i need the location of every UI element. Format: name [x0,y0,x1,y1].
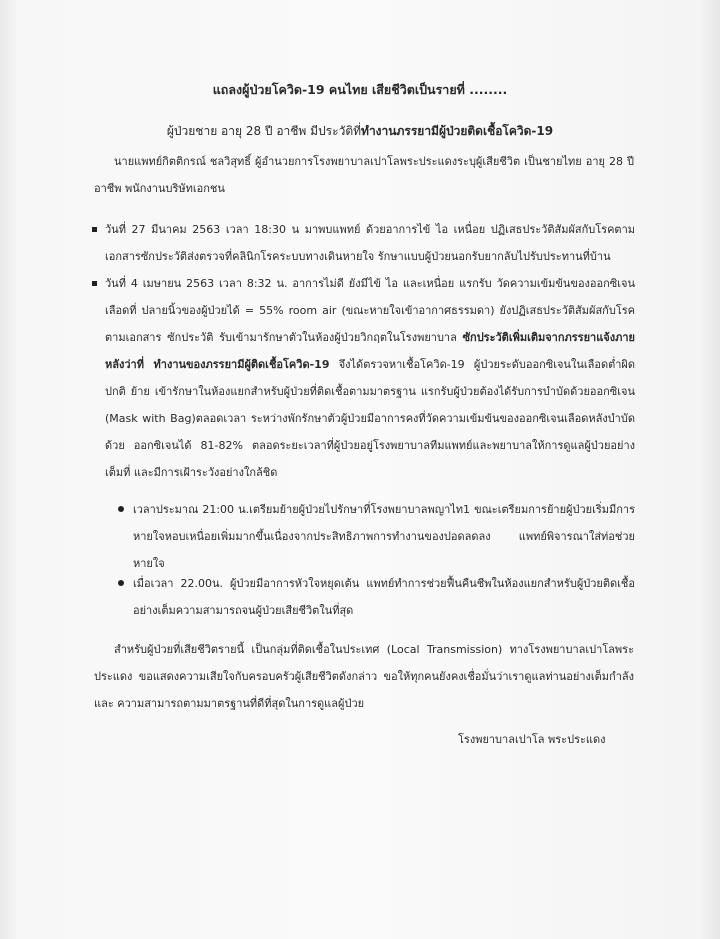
subtitle-bold: ทำงานภรรยามีผู้ป่วยติดเชื้อโควิด-19 [361,124,554,138]
document-title: แถลงผู้ป่วยโควิด-19 คนไทย เสียชีวิตเป็นรายที่ ........ [212,82,508,97]
bullet-marker [92,227,97,232]
bullet-2-text-b: จึงได้ตรวจหาเชื้อโควิด-19 ผู้ป่วยระดับออกซิเจนในเลือดต่ำผิดปกติ ย้าย เข้ารักษาในห้องแยกสำหรับผู้ป่วยที่ติดเชื้อตามมาตรฐาน แรกรับผู้ป่วยต้องได้รับการบำบัดด้วยออกซิเจน (Mask with Bag)ตลอดเวลา ระหว่างพักรักษาตัวผู้ป่วยมีอาการคงที่วัดความเข้มข้นของออกซิเจนเลือดหลังบำบัดด้วย ออกซิเจนได้ 81-82% ตลอดระยะเวลาที่ผู้ป่วยอยู่โรงพยาบาลทีมแพทย์และพยาบาลให้การดูแลผู้ป่วยอย่างเต็มที่ และมีการเฝ้าระวังอย่างใกล้ชิด [105,358,635,479]
sub-bullet-marker [118,580,124,586]
bullet-2-bold: ซักประวัติเพิ่มเติมจากภรรยาแจ้งภายหลังว่าที่ ทำงานของภรรยามีผู้ติดเชื้อโควิด-19 [105,331,635,371]
closing-paragraph: สำหรับผู้ป่วยที่เสียชีวิตรายนี้ เป็นกลุ่มที่ติดเชื้อในประเทศ (Local Transmission) ทางโรงพยาบาลเปาโลพระ ประแดง ขอแสดงความเสียใจกับครอบครัวผู้เสียชีวิตดังกล่าว ขอให้ทุกคนยังคงเชื่อมั่นว่าเราดูแลท่านอย่างเต็มกำลังและ ความสามารถตามมาตรฐานที่ดีที่สุดในการดูแลผู้ป่วย [94,643,634,710]
document-subtitle [0,122,720,141]
sub-bullet-item-1: เวลาประมาณ 21:00 น.เตรียมย้ายผู้ป่วยไปรักษาที่โรงพยาบาลพญาไท1 ขณะเตรียมการย้ายผู้ป่วยเริ่มมีการ หายใจหอบเหนื่อยเพิ่มมากขึ้นเนื่องจากประสิทธิภาพการทำงานของปอดลดลง แพทย์พิจารณาใส่ท่อช่วย หายใจ [133,503,635,570]
bullet-2-text-a: วันที่ 4 เมษายน 2563 เวลา 8:32 น. อาการไม่ดี ยังมีไข้ ไอ และเหนื่อย แรกรับ วัดความเข้มข้นของออกซิเจนเลือดที่ ปลายนิ้วของผู้ป่วยได้ = 55% room air (ขณะหายใจเข้าอากาศธรรมดา) ยังปฏิเสธประวัติสัมผัสกับโรคตามเอกสาร ซักประวัติ รับเข้ามารักษาตัวในห้องผู้ป่วยวิกฤตในโรงพยาบาล [105,277,635,344]
bullet-item-1: วันที่ 27 มีนาคม 2563 เวลา 18:30 น มาพบแพทย์ ด้วยอาการไข้ ไอ เหนื่อย ปฏิเสธประวัติสัมผัสกับโรคตาม เอกสารซักประวัติส่งตรวจที่คลินิกโรคระบบทางเดินหายใจ รักษาแบบผู้ป่วยนอกรับยากลับไปรับประทานที่บ้าน [105,223,635,263]
sub-bullet-marker [118,506,124,512]
bullet-item-2 [105,270,635,486]
intro-paragraph: นายแพทย์กิตติกรณ์ ชลวิสุทธิ์ ผู้อำนวยการโรงพยาบาลเปาโลพระประแดงระบุผู้เสียชีวิต เป็นชายไทย อายุ 28 ปี อาชีพ พนักงานบริษัทเอกชน [94,155,634,195]
subtitle-text: ผู้ป่วยชาย อายุ 28 ปี อาชีพ มีประวัติที่ [166,124,362,138]
bullet-marker [92,281,97,286]
signature: โรงพยาบาลเปาโล พระประแดง [458,733,606,746]
sub-bullet-item-2: เมื่อเวลา 22.00น. ผู้ป่วยมีอาการหัวใจหยุดเต้น แพทย์ทำการช่วยฟื้นคืนชีพในห้องแยกสำหรับผู้ป่วยติดเชื้อ อย่างเต็มความสามารถจนผู้ป่วยเสียชีวิตในที่สุด [133,577,635,617]
